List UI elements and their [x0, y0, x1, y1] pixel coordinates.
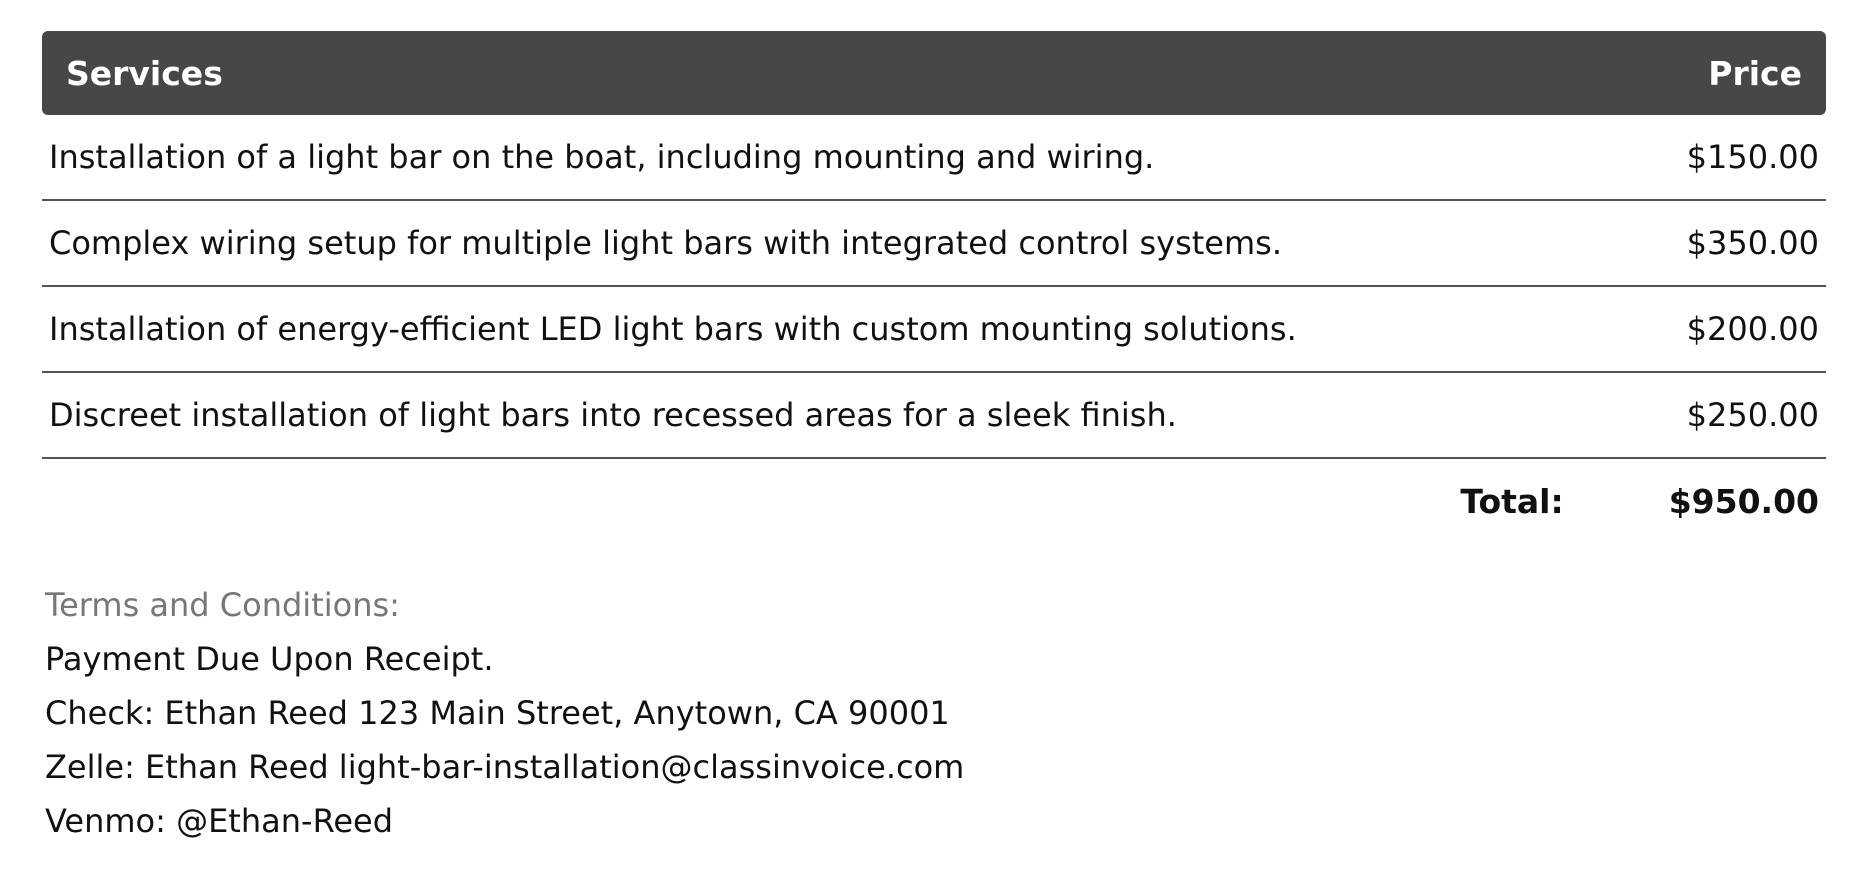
service-rows	[42, 115, 1826, 459]
services-column-header: Services	[66, 53, 223, 93]
service-description: Installation of energy-efficient LED light bars with custom mounting solutions.	[49, 310, 1297, 348]
table-header	[42, 31, 1826, 115]
service-price: $250.00	[1686, 396, 1819, 434]
total-value: $950.00	[1668, 481, 1819, 521]
table-row	[42, 115, 1826, 201]
zelle-payment-line: Zelle: Ethan Reed light-bar-installation@classinvoice.com	[45, 748, 965, 786]
service-price: $350.00	[1686, 224, 1819, 262]
terms-heading: Terms and Conditions:	[45, 586, 400, 624]
payment-due-line: Payment Due Upon Receipt.	[45, 640, 494, 678]
service-description: Discreet installation of light bars into recessed areas for a sleek finish.	[49, 396, 1177, 434]
invoice-services-table	[42, 31, 1826, 543]
total-row	[42, 459, 1826, 543]
check-payment-line: Check: Ethan Reed 123 Main Street, Anytown, CA 90001	[45, 694, 950, 732]
service-description: Complex wiring setup for multiple light bars with integrated control systems.	[49, 224, 1282, 262]
price-column-header: Price	[1708, 53, 1802, 93]
service-description: Installation of a light bar on the boat, including mounting and wiring.	[49, 138, 1155, 176]
service-price: $200.00	[1686, 310, 1819, 348]
terms-and-conditions	[45, 578, 1245, 848]
total-label: Total:	[1460, 481, 1564, 521]
table-row	[42, 201, 1826, 287]
table-row	[42, 287, 1826, 373]
venmo-payment-line: Venmo: @Ethan-Reed	[45, 802, 394, 840]
table-row	[42, 373, 1826, 459]
service-price: $150.00	[1686, 138, 1819, 176]
